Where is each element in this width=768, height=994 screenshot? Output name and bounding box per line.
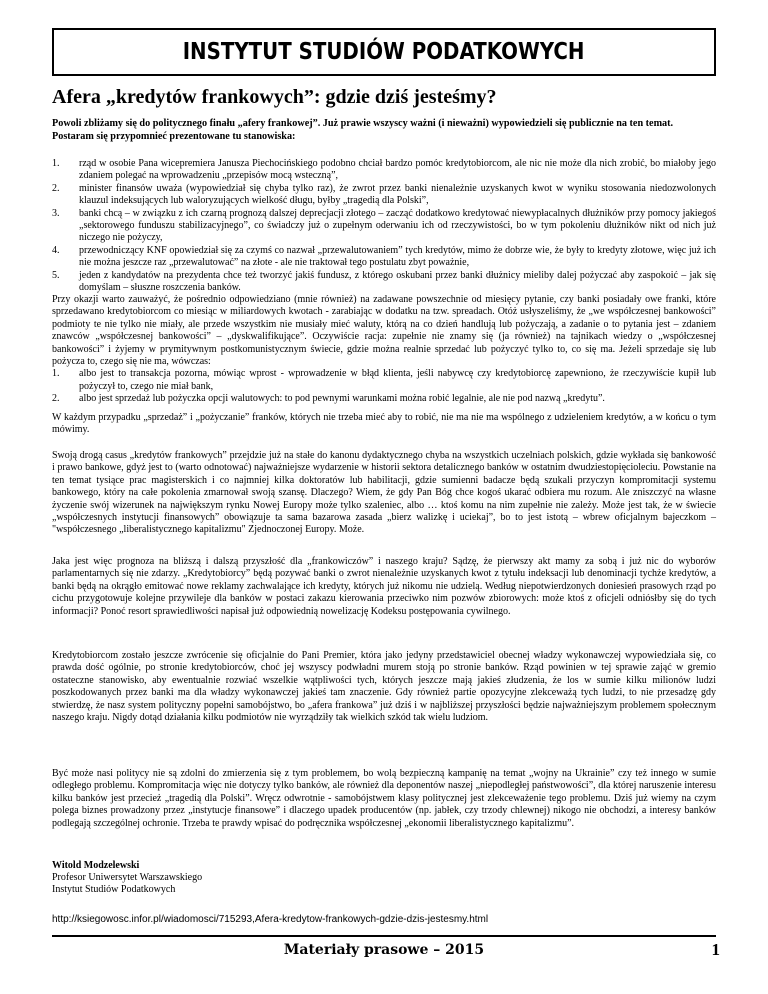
list-item (52, 270, 716, 295)
author-signature (52, 860, 452, 896)
list-item-number: 2. (52, 393, 60, 405)
paragraph-5: Kredytobiorcom zostało jeszcze zwrócenie się oficjalnie do Pani Premier, która jako jedyny przedstawiciel obecnej władzy wykonawczej wypowiedziała się, co prawda dość ogólnie, po stronie kredytobiorców, choć jej wszyscy podwładni murem stoją po stronie banków. Rząd powinien w tej sprawie zająć w gremio ostateczne stanowisko, aby ewentualnie rozwiać wszelkie wątpliwości tych, których jeszcze mają jakieś złudzenia, że los w sumie kilku milionów ludzi poszkodowanych przez banki ma dla władzy wykonawczej jakieś tam znaczenie. Gdy również partie opozycyjne zlekceważą tych ludzi, to nie przesadzę gdy stwierdzę, że nasz system polityczny popełni samobójstwo, bo „afera frankowa” już dziś i w najbliższej przyszłości będzie najważniejszym problemem społecznym naszego kraju. Nigdy dotąd działania kilku podmiotów nie wyrządziły tak wielkich szkód tak wielu ludziom. (52, 650, 716, 724)
list-item-number: 1. (52, 158, 60, 169)
paragraph-2: W każdym przypadku „sprzedaż” i „pożyczanie” franków, których nie trzeba mieć aby to robić, nie ma nie ma wspólnego z udzieleniem kredytów, a w końcu o tym mówimy. (52, 412, 716, 436)
author-name: Witold Modzelewski (52, 860, 140, 871)
paragraph-1 (52, 294, 716, 406)
list-item-text: banki chcą – w związku z ich czarną prognozą dalszej deprecjacji złotego – zacząć dodatkowo kredytować niewypłacalnych dłużników przy pomocy jakiegoś „sektorowego funduszu stabilizacyjnego”, co świadczy już o zupełnym oderwaniu ich od rzeczywistości, bo w tym pokoleniu dłużników nikt od nich już niczego nie pożyczy, (79, 207, 716, 244)
positions-list (52, 158, 716, 294)
list-item-number: 2. (52, 182, 60, 194)
list-item-number: 4. (52, 244, 60, 256)
source-url[interactable]: http://ksiegowosc.infor.pl/wiadomosci/715293,Afera-kredytow-frankowych-gdzie-dzis-jestesmy.html (52, 914, 489, 925)
list-item-number: 1. (52, 368, 60, 380)
list-item (52, 393, 716, 405)
list-item (52, 208, 716, 245)
list-item-text: minister finansów uważa (wypowiedział się chyba tylko raz), że zwrot przez banki nienależnie uzyskanych kwot w wyniku stosowania niedozwolonych klauzul indeksujących lub waloryzujących wielkość długu, byłby „tragedią dla Polski”, (79, 182, 716, 207)
footer-label: Materiały prasowe – 2015 (283, 942, 485, 958)
list-item (52, 183, 716, 208)
institute-name: INSTYTUT STUDIÓW PODATKOWYCH (183, 39, 585, 65)
paragraph-6: Być może nasi politycy nie są zdolni do zmierzenia się z tym problemem, bo wolą bezpieczną kampanię na temat „wojny na Ukrainie” czy też innego w sumie odległego problemu. Kompromitacja więc nie dotyczy tylko banków, ale również dla deponentów naszej „niepodległej państwowości”, dla której naruszenie interesu kilku banków jest przecież „tragedią dla Polski”. Wręcz odwrotnie - samobójstwem klasy politycznej jest zlekceważenie tego problemu. Dziś już wiemy na czym polega biznes prowadzony przez „instytucje finansowe” i dlaczego upadek producentów (np. jabłek, czy trzody chlewnej) nikogo nie obchodzi, a interesy banków podlegają szczególnej ochronie. Trzeba te prawdy wpisać do podręcznika współczesnej „ekonomii liberalistycznego kapitalizmu”. (52, 768, 716, 829)
list-item-text: albo jest sprzedaż lub pożyczka opcji walutowych: to pod pewnymi warunkami można robić legalnie, ale nie pod nazwą „kredytu”. (79, 393, 605, 405)
paragraph-4: Jaka jest więc prognoza na bliższą i dalszą przyszłość dla „frankowiczów” i naszego kraju? Sądzę, że pierwszy akt mamy za sobą i już nic do wyborów parlamentarnych się nie zdarzy. „Kredytobiorcy” będą pozywać banki o zwrot nienależnie uzyskanych kwot z tytułu indeksacji lub denominacji tychże kredytów, a banki będą na okrągło emitować nowe reklamy zachwalające ich kredyty, których już nikomu nie udzielą. Według niepotwierdzonych doniesień prasowych rząd po cichu przygotowuje kolejne przywileje dla banków w postaci zakazu kierowania przeciwko nim pozwów zbiorowych: może ktoś z oficjeli odniósłby się do tych informacji? Ponoć resort sprawiedliwości napisał już odpowiednią nowelizację Kodeksu postępowania cywilnego. (52, 556, 716, 617)
list-item-text: rząd w osobie Pana wicepremiera Janusza Piechocińskiego podobno chciał bardzo pomóc kredytobiorcom, ale nic nie może dla nich zrobić, bo miałoby jego zdaniem polegać na wprowadzeniu „przepisów mocą wsteczną”, (79, 158, 716, 182)
paragraph-1-text: Przy okazji warto zauważyć, że pośrednio odpowiedziano (mnie również) na zadawane powszechnie od miesięcy pytanie, czy banki posiadały owe franki, które sprzedawano kredytobiorcom co miesiąc w miliardowych kwotach - zarabiając w dodatku na tzw. spreadach. Otóż usłyszeliśmy, że „we współczesnej bankowości” podmioty te nie tylko nie miały, ale przede wszystkim nie musiały mieć waluty, którą na co dzień handlują lub pożyczają, a zadanie o to pytania jest – zdaniem znawców „współczesnej bankowości” – „dyskwalifikujące”. Oczywiście racja: zupełnie nie znamy się (ja również) na tajnikach wiedzy o „współczesnej bankowości” i żyjemy w prymitywnym postkomunistycznym świecie, gdzie można realnie sprzedać lub pożyczyć tylko to, co się ma. Jeżeli sprzedaje się lub pożycza to, czego się nie ma, wówczas: (52, 294, 716, 368)
list-item-text: albo jest to transakcja pozorna, mówiąc wprost - wprowadzenie w błąd klienta, jeśli nabywcę czy kredytobiorcę zapewniono, że rzeczywiście kupił lub pożyczył to, czego nie miał bank, (79, 368, 716, 392)
list-item-text: przewodniczący KNF opowiedział się za czymś co nazwał „przewalutowaniem” tych kredytów, mimo że dobrze wie, że były to kredyty złotowe, więc już ich nie można jeszcze raz „przewalutować” na złote - ale nie traktował tego postulatu zbyt poważnie, (79, 244, 716, 269)
footer-divider (52, 935, 716, 937)
list-item-number: 5. (52, 269, 60, 281)
author-organization: Instytut Studiów Podatkowych (52, 884, 176, 895)
list-item (52, 158, 716, 183)
list-item (52, 245, 716, 270)
article-title: Afera „kredytów frankowych”: gdzie dziś jesteśmy? (52, 86, 497, 108)
institute-header (52, 28, 716, 76)
article-lead: Powoli zbliżamy się do politycznego finału „afery frankowej”. Już prawie wszyscy ważni (i nieważni) wypowiedzieli się publicznie na ten temat. Postaram się przypomnieć prezentowane tu stanowiska: (52, 118, 674, 142)
list-item (52, 368, 716, 393)
paragraph-3: Swoją drogą casus „kredytów frankowych” przejdzie już na stałe do kanonu dydaktycznego chyba na wszystkich uczelniach polskich, gdzie wykłada się bankowość i prawo bankowe, gdyż jest to (warto odnotować) najważniejsze wydarzenie w historii sektora detalicznego banków w ostatnim dwudziestopięcioleciu. Powstanie na ten temat tysiące prac magisterskich i co najmniej kilka doktoratów lub habilitacji, gdzie sumienni badacze będą szukali przyczyn kompromitacji systemu bankowego, który na całe pokolenia zmarnował swoją szansę. Dlaczego? Wiem, że gdy Pan Bóg chce kogoś ukarać odbiera mu rozum. Ale zniszczyć na własne życzenie swój wizerunek na największym rynku Nowej Europy może tylko szaleniec, albo … ktoś komu na nim zupełnie nie zależy. Może jest tak, że w świecie „współczesnych instytucji finansowych” obowiązuje ta sama bazarowa zasada „bierz walizkę i uciekaj”, bo to jest istotą – wbrew oficjalnym bajeczkom – "współczesnego „liberalistycznego kapitalizmu" Zjednoczonej Europy. Może. (52, 450, 716, 536)
author-role: Profesor Uniwersytet Warszawskiego (52, 872, 203, 883)
transaction-list (52, 368, 716, 405)
page-number: 1 (711, 940, 720, 959)
list-item-text: jeden z kandydatów na prezydenta chce też tworzyć jakiś fundusz, z którego oskubani przez banki dłużnicy mieliby dalej pożyczać aby zaspokoić – jak się domyślam – słuszne roszczenia banków. (79, 269, 716, 294)
list-item-number: 3. (52, 207, 60, 219)
